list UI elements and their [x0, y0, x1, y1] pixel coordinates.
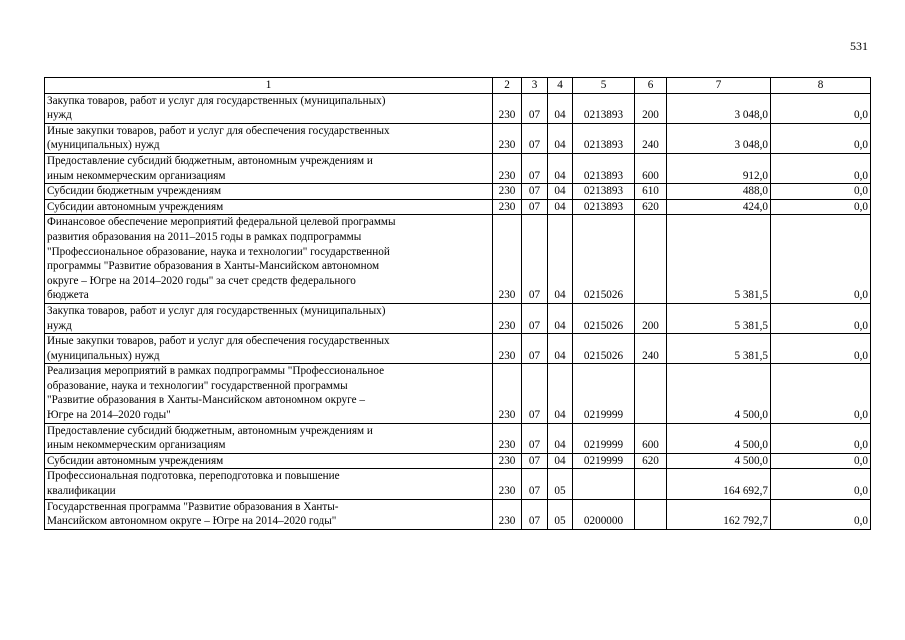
cell-subsection: 04 — [548, 215, 573, 304]
cell-name: Закупка товаров, работ и услуг для государственных (муниципальных) нужд — [45, 93, 493, 123]
cell-amount: 4 500,0 — [667, 453, 771, 469]
cell-admin-code: 230 — [493, 334, 522, 364]
cell-admin-code: 230 — [493, 303, 522, 333]
cell-expense-type: 600 — [635, 423, 667, 453]
cell-amount: 4 500,0 — [667, 423, 771, 453]
cell-section: 07 — [522, 364, 548, 423]
cell-expense-type: 600 — [635, 153, 667, 183]
cell-subsection: 04 — [548, 334, 573, 364]
cell-subsection: 04 — [548, 453, 573, 469]
cell-section: 07 — [522, 199, 548, 215]
cell-expense-type — [635, 499, 667, 529]
cell-section: 07 — [522, 423, 548, 453]
column-header: 5 — [573, 78, 635, 94]
cell-target-article: 0213893 — [573, 93, 635, 123]
cell-target-article: 0219999 — [573, 364, 635, 423]
cell-name: Реализация мероприятий в рамках подпрограммы "Профессиональное образование, наука и технологии" государственной программы "Развитие образования в Ханты-Мансийском автономном округе – Югре на 2014–2020 годы" — [45, 364, 493, 423]
cell-name: Государственная программа "Развитие образования в Ханты- Мансийском автономном округе – Югре на 2014–2020 годы" — [45, 499, 493, 529]
cell-subsection: 04 — [548, 123, 573, 153]
cell-amount: 424,0 — [667, 199, 771, 215]
table-row — [45, 93, 871, 123]
cell-expense-type: 240 — [635, 123, 667, 153]
cell-amount-col8: 0,0 — [771, 499, 871, 529]
cell-section: 07 — [522, 153, 548, 183]
cell-expense-type — [635, 469, 667, 499]
table-row — [45, 153, 871, 183]
cell-section: 07 — [522, 93, 548, 123]
cell-subsection: 04 — [548, 184, 573, 200]
cell-amount-col8: 0,0 — [771, 303, 871, 333]
cell-amount-col8: 0,0 — [771, 93, 871, 123]
header-row — [45, 78, 871, 94]
cell-section: 07 — [522, 334, 548, 364]
cell-admin-code: 230 — [493, 364, 522, 423]
cell-name: Закупка товаров, работ и услуг для государственных (муниципальных) нужд — [45, 303, 493, 333]
cell-section: 07 — [522, 499, 548, 529]
cell-admin-code: 230 — [493, 499, 522, 529]
cell-amount: 5 381,5 — [667, 215, 771, 304]
table-row — [45, 364, 871, 423]
cell-subsection: 04 — [548, 199, 573, 215]
cell-amount: 3 048,0 — [667, 123, 771, 153]
cell-amount-col8: 0,0 — [771, 153, 871, 183]
cell-expense-type — [635, 364, 667, 423]
cell-section: 07 — [522, 184, 548, 200]
cell-amount-col8: 0,0 — [771, 123, 871, 153]
table-row — [45, 453, 871, 469]
cell-target-article: 0219999 — [573, 423, 635, 453]
column-header: 7 — [667, 78, 771, 94]
cell-name: Иные закупки товаров, работ и услуг для обеспечения государственных (муниципальных) нужд — [45, 123, 493, 153]
cell-target-article: 0219999 — [573, 453, 635, 469]
cell-expense-type: 200 — [635, 303, 667, 333]
cell-subsection: 04 — [548, 364, 573, 423]
cell-amount: 5 381,5 — [667, 334, 771, 364]
table-row — [45, 184, 871, 200]
cell-amount-col8: 0,0 — [771, 453, 871, 469]
column-header: 4 — [548, 78, 573, 94]
page-number: 531 — [850, 39, 868, 53]
cell-amount: 3 048,0 — [667, 93, 771, 123]
cell-subsection: 04 — [548, 423, 573, 453]
cell-target-article: 0215026 — [573, 215, 635, 304]
cell-name: Профессиональная подготовка, переподготовка и повышение квалификации — [45, 469, 493, 499]
column-header: 1 — [45, 78, 493, 94]
table-row — [45, 334, 871, 364]
column-header: 8 — [771, 78, 871, 94]
cell-admin-code: 230 — [493, 184, 522, 200]
cell-amount: 4 500,0 — [667, 364, 771, 423]
table-row — [45, 303, 871, 333]
cell-expense-type: 620 — [635, 199, 667, 215]
cell-amount-col8: 0,0 — [771, 423, 871, 453]
cell-admin-code: 230 — [493, 93, 522, 123]
cell-section: 07 — [522, 123, 548, 153]
table-row — [45, 215, 871, 304]
cell-amount-col8: 0,0 — [771, 364, 871, 423]
cell-admin-code: 230 — [493, 199, 522, 215]
column-header: 6 — [635, 78, 667, 94]
cell-name: Предоставление субсидий бюджетным, автономным учреждениям и иным некоммерческим организациям — [45, 153, 493, 183]
cell-section: 07 — [522, 453, 548, 469]
cell-expense-type: 620 — [635, 453, 667, 469]
table-row — [45, 499, 871, 529]
cell-name: Субсидии автономным учреждениям — [45, 453, 493, 469]
cell-amount: 164 692,7 — [667, 469, 771, 499]
cell-target-article — [573, 469, 635, 499]
cell-amount: 5 381,5 — [667, 303, 771, 333]
cell-target-article: 0213893 — [573, 184, 635, 200]
cell-admin-code: 230 — [493, 423, 522, 453]
cell-admin-code: 230 — [493, 453, 522, 469]
cell-amount: 162 792,7 — [667, 499, 771, 529]
cell-admin-code: 230 — [493, 215, 522, 304]
cell-subsection: 04 — [548, 153, 573, 183]
cell-target-article: 0213893 — [573, 199, 635, 215]
cell-amount-col8: 0,0 — [771, 199, 871, 215]
cell-name: Финансовое обеспечение мероприятий федеральной целевой программы развития образования на 2011–2015 годы в рамках подпрограммы "Профессиональное образование, наука и технологии" государственной программы "Развитие образования в Ханты-Мансийском автономном округе – Югре на 2014–2020 годы" за счет средств федерального бюджета — [45, 215, 493, 304]
cell-section: 07 — [522, 215, 548, 304]
column-header: 3 — [522, 78, 548, 94]
cell-amount: 912,0 — [667, 153, 771, 183]
cell-amount: 488,0 — [667, 184, 771, 200]
cell-name: Субсидии автономным учреждениям — [45, 199, 493, 215]
cell-section: 07 — [522, 303, 548, 333]
cell-admin-code: 230 — [493, 153, 522, 183]
cell-expense-type: 200 — [635, 93, 667, 123]
cell-name: Субсидии бюджетным учреждениям — [45, 184, 493, 200]
cell-amount-col8: 0,0 — [771, 469, 871, 499]
cell-admin-code: 230 — [493, 123, 522, 153]
table-row — [45, 199, 871, 215]
cell-admin-code: 230 — [493, 469, 522, 499]
cell-target-article: 0200000 — [573, 499, 635, 529]
cell-section: 07 — [522, 469, 548, 499]
cell-subsection: 05 — [548, 499, 573, 529]
cell-subsection: 05 — [548, 469, 573, 499]
cell-name: Иные закупки товаров, работ и услуг для обеспечения государственных (муниципальных) нужд — [45, 334, 493, 364]
table-row — [45, 469, 871, 499]
cell-amount-col8: 0,0 — [771, 184, 871, 200]
cell-amount-col8: 0,0 — [771, 334, 871, 364]
table-row — [45, 423, 871, 453]
cell-expense-type: 610 — [635, 184, 667, 200]
cell-subsection: 04 — [548, 93, 573, 123]
column-header: 2 — [493, 78, 522, 94]
cell-expense-type: 240 — [635, 334, 667, 364]
budget-table — [44, 77, 871, 530]
cell-amount-col8: 0,0 — [771, 215, 871, 304]
cell-target-article: 0215026 — [573, 303, 635, 333]
table-row — [45, 123, 871, 153]
cell-subsection: 04 — [548, 303, 573, 333]
cell-expense-type — [635, 215, 667, 304]
cell-target-article: 0213893 — [573, 123, 635, 153]
cell-target-article: 0215026 — [573, 334, 635, 364]
cell-target-article: 0213893 — [573, 153, 635, 183]
cell-name: Предоставление субсидий бюджетным, автономным учреждениям и иным некоммерческим организациям — [45, 423, 493, 453]
